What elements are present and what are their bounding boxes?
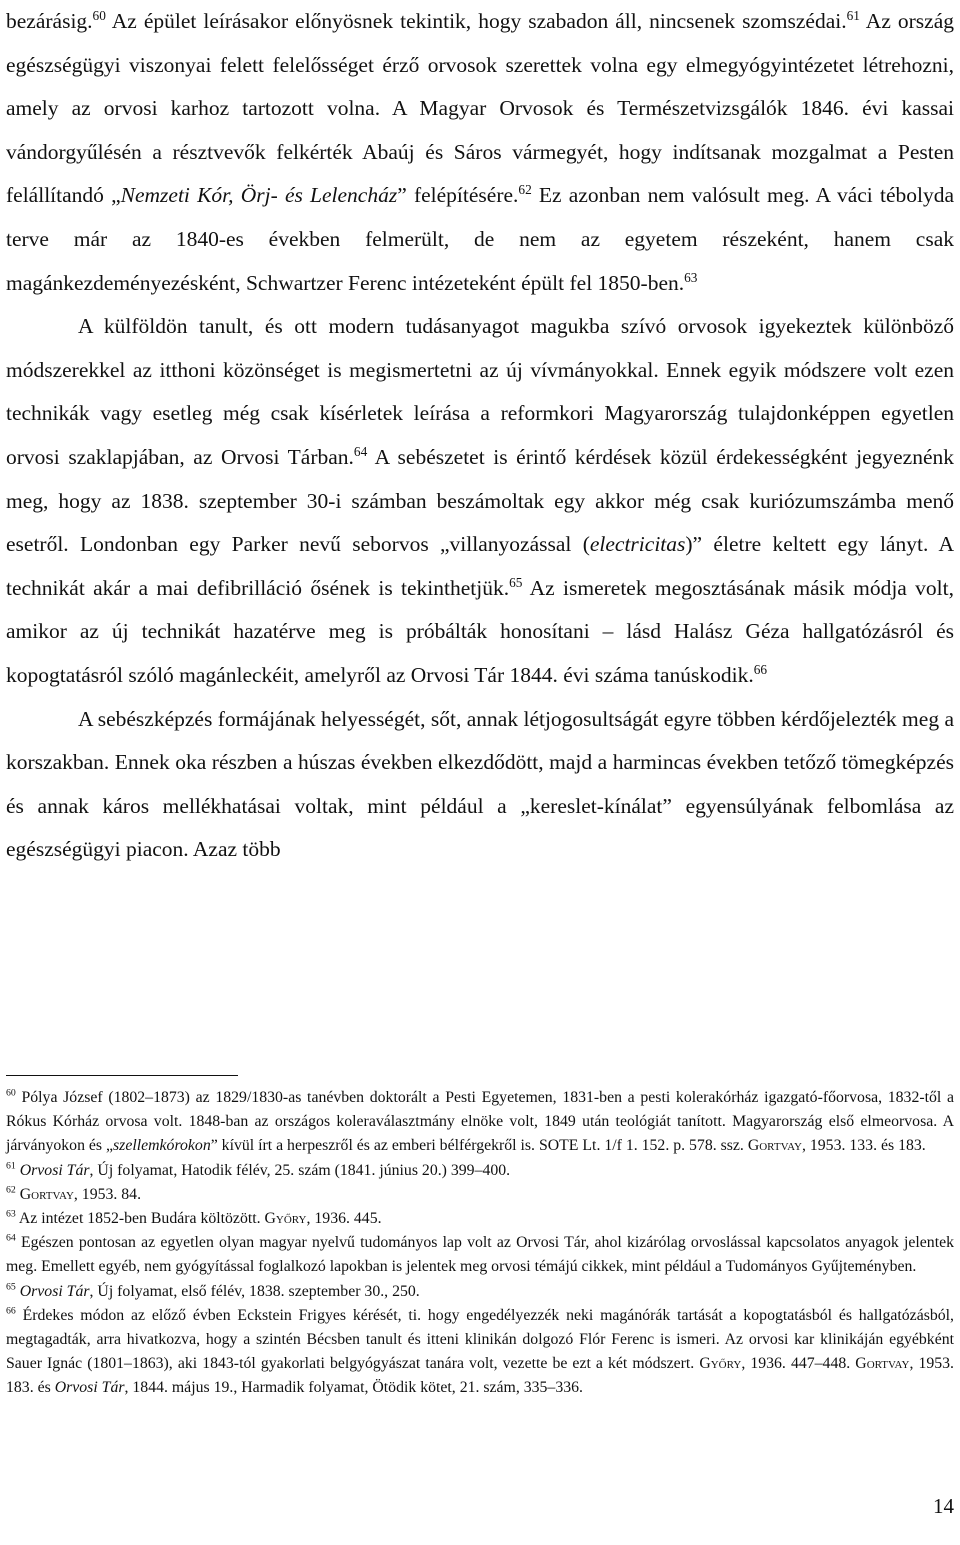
footnote-text: , Új folyamat, első félév, 1838. szeptember 30., 250. xyxy=(89,1282,420,1300)
footnote-ref-65[interactable]: 65 xyxy=(509,574,523,590)
text-run: Az ismeretek megosztásának másik módja volt, amikor az új technikát hazatérve meg is próbálták honosítani – lásd Halász Géza hallgatózásról és kopogtatásról szóló magánleckéit, amelyről az Orvosi Tár 1844. évi száma tanúskodik. xyxy=(6,575,954,687)
footnote-text: Érdekes módon az előző évben Eckstein Frigyes kérését, ti. hogy engedélyezzék neki magánórák tartását a kopogtatásból és hallgatózásból, megtagadták, arra hivatkozva, hogy a szintén Bécsben tanult és itteni klinikán dolgozó Flór Ferenc is ismeri. Az orvosi kar klinikáján egyébként Sauer Ignác (1801–1863), aki 1843-tól gyakorlati belgyógyászat tanára volt, vezette be ezt a két módszert. xyxy=(6,1306,954,1373)
footnote-text: , 1953. 133. és 183. xyxy=(801,1137,926,1155)
footnote-number: 64 xyxy=(6,1232,16,1244)
italic-term: Orvosi Tár xyxy=(19,1282,90,1300)
text-run: A sebészképzés formájának helyességét, sőt, annak létjogosultságát egyre többen kérdőjelezték meg a korszakban. Ennek oka részben a húszas években elkezdődött, majd a harmincas években tetőző tömegképzés és annak káros mellékhatásai voltak, mint például a „kereslet-kínálat” egyensúlyának felbomlása az egészségügyi piacon. Azaz több xyxy=(6,706,954,862)
footnote-text: ” kívül írt a herpeszről és az emberi bélférgekről is. SOTE Lt. 1/f 1. 152. p. 578. ssz. xyxy=(210,1137,748,1155)
text-run: bezárásig. xyxy=(6,9,93,33)
footnote-64 xyxy=(6,1231,954,1279)
paragraph-1 xyxy=(6,0,954,305)
italic-term: szellemkórokon xyxy=(113,1137,211,1155)
footnote-61 xyxy=(6,1159,954,1183)
author-name: Győry xyxy=(264,1210,307,1228)
footnote-text: Egészen pontosan az egyetlen olyan magyar nyelvű tudományos lap volt az Orvosi Tár, ahol kizárólag orvoslással kapcsolatos anyagok jelentek meg. Emellett egyéb, nem gyógyítással foglalkozó lapokban is jelentek meg orvosi témájú cikkek, mint például a Tudományos Gyűjteményben. xyxy=(6,1234,954,1276)
footnote-number: 61 xyxy=(6,1160,16,1172)
footnote-ref-66[interactable]: 66 xyxy=(753,661,768,677)
text-run: ” felépítésére. xyxy=(397,183,519,208)
italic-term: electricitas xyxy=(589,532,686,557)
footnote-66 xyxy=(6,1304,954,1401)
footnote-ref-61[interactable]: 61 xyxy=(846,7,860,23)
footnote-ref-64[interactable]: 64 xyxy=(353,443,368,459)
text-run: Az ország egészségügyi viszonyai felett felelősséget érző orvosok szerettek volna egy elmegyógyintézetet létrehozni, amely az orvosi karhoz tartozott volna. A Magyar Orvosok és Természetvizsgálók 1846. évi kassai vándorgyűlésén a résztvevők felkérték Abaúj és Sáros vármegyét, hogy indítsanak mozgalmat a Pesten felállítandó „ xyxy=(6,9,955,208)
footnote-number: 65 xyxy=(6,1281,16,1293)
text-run: Az épület leírásakor előnyösnek tekintik, hogy szabadon áll, nincsenek szomszédai. xyxy=(105,9,847,33)
footnote-text: Pólya József (1802–1873) az 1829/1830-as tanévben doktorált a Pesti Egyetemen, 1831-ben a pesti kolerakórház igazgató-főorvosa, 1832-től a Rókus Kórház orvosa volt. 1848-ban az országos koleraválasztmány elnöke volt, 1849 után teológiát tanított. Magyarország első elmeorvosa. A járványokon és „ xyxy=(6,1089,954,1155)
footnote-ref-62[interactable]: 62 xyxy=(518,182,532,198)
footnote-number: 62 xyxy=(6,1184,16,1196)
footnote-60 xyxy=(6,1086,954,1159)
italic-term: Orvosi Tár xyxy=(54,1379,125,1397)
footnotes xyxy=(6,1082,954,1401)
footnote-62 xyxy=(6,1183,954,1207)
footnote-65 xyxy=(6,1280,954,1304)
footnote-text: , 1953. 84. xyxy=(73,1185,142,1203)
text-run: A sebészetet is érintő kérdések közül érdekességként jegyeznénk meg, hogy az 1838. szeptember 30-i számban beszámoltak egy akkor még csak kuriózumszámba menő esetről. Londonban egy Parker nevű seborvos „villanyozással ( xyxy=(6,444,954,557)
footnote-number: 63 xyxy=(6,1208,16,1220)
footnote-text: , 1844. május 19., Harmadik folyamat, Ötödik kötet, 21. szám, 335–336. xyxy=(124,1379,583,1397)
text-run: Ez azonban nem valósult meg. A váci tébolyda terve már az 1840-es években felmerült, de nem az egyetem részeként, hanem csak magánkezdeményezésként, Schwartzer Ferenc intézeteként épült fel 1850-ben. xyxy=(6,183,955,295)
text-run: A külföldön tanult, és ott modern tudásanyagot magukba szívó orvosok igyekeztek különböző módszerekkel az itthoni közönséget is megismertetni az új vívmányokkal. Ennek egyik módszere volt ezen technikák vagy esetleg még csak kísérletek leírása a reformkori Magyarország tulajdonképpen egyetlen orvosi szaklapjában, az Orvosi Tárban. xyxy=(6,314,954,469)
main-text xyxy=(6,0,954,872)
italic-term: Orvosi Tár xyxy=(19,1161,90,1179)
author-name: Gortvay xyxy=(747,1137,802,1155)
footnote-text: , 1953. 183. és xyxy=(6,1355,955,1397)
paragraph-3 xyxy=(6,698,954,872)
author-name: Győry xyxy=(699,1355,742,1373)
footnote-number: 60 xyxy=(6,1087,16,1099)
footnote-text: , Új folyamat, Hatodik félév, 25. szám (1841. június 20.) 399–400. xyxy=(89,1161,511,1179)
footnote-63 xyxy=(6,1207,954,1231)
footnote-ref-60[interactable]: 60 xyxy=(92,7,106,23)
italic-term: Nemzeti Kór, Örj- és Lelencház xyxy=(120,183,398,208)
footnote-text: , 1936. 445. xyxy=(306,1210,382,1228)
author-name: Gortvay xyxy=(19,1185,74,1203)
footnote-ref-63[interactable]: 63 xyxy=(684,269,698,285)
footnote-separator xyxy=(6,1075,238,1076)
footnote-text: Az intézet 1852-ben Budára költözött. xyxy=(15,1210,265,1228)
page-number: 14 xyxy=(933,1494,954,1518)
footnote-text: , 1936. 447–448. xyxy=(741,1355,856,1373)
author-name: Gortvay xyxy=(855,1355,910,1373)
paragraph-2 xyxy=(6,305,954,697)
text-run: )” életre keltett egy lányt. A technikát akár a mai defibrilláció ősének is tekinthetjük. xyxy=(6,532,954,600)
footnote-number: 66 xyxy=(6,1305,16,1317)
